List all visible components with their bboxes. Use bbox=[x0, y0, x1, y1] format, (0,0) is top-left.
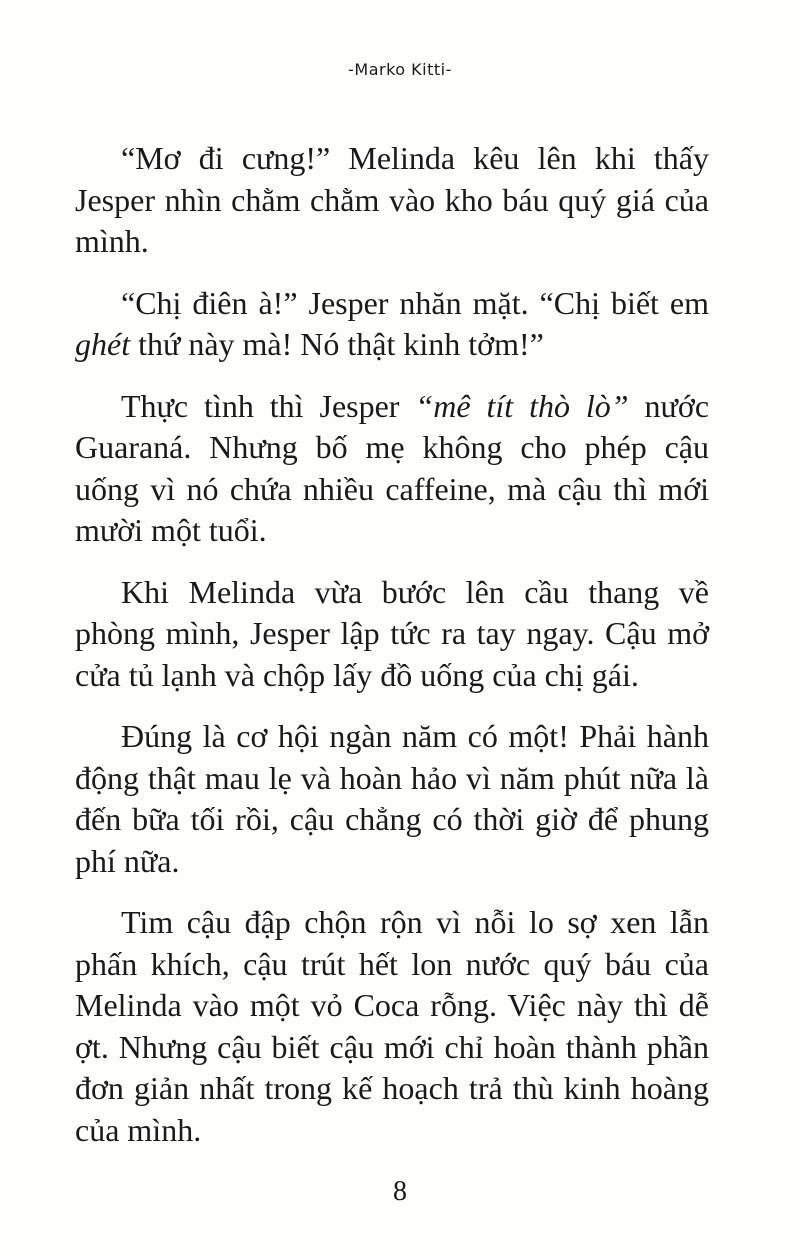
paragraph-6: Tim cậu đập chộn rộn vì nỗi lo sợ xen lẫn phấn khích, cậu trút hết lon nước quý báu của Melinda vào một vỏ Coca rỗng. Việc này thì dễ ợt. Nhưng cậu biết cậu mới chỉ hoàn thành phần đơn giản nhất trong kế hoạch trả thù kinh hoàng của mình. bbox=[75, 904, 709, 1148]
paragraph-2-emphasis: ghét bbox=[75, 326, 131, 362]
running-head: -Marko Kitti- bbox=[348, 60, 452, 79]
paragraph-3-end: nước Guaraná. Nhưng bố mẹ không cho phép cậu uống vì nó chứa nhiều caffeine, mà cậu thì mới mười một tuổi. bbox=[75, 387, 710, 548]
paragraph-1: “Mơ đi cưng!” Melinda kêu lên khi thấy Jesper nhìn chằm chằm vào kho báu quý giá của mình. bbox=[75, 140, 709, 259]
paragraph-4: Khi Melinda vừa bước lên cầu thang về phòng mình, Jesper lập tức ra tay ngay. Cậu mở cửa tủ lạnh và chộp lấy đồ uống của chị gái. bbox=[75, 573, 709, 693]
paragraph-3-start: Thực tình thì Jesper bbox=[121, 387, 416, 424]
paragraph-2-end: thứ này mà! Nó thật kinh tởm!” bbox=[130, 326, 544, 362]
page-number: 8 bbox=[393, 1176, 407, 1207]
paragraph-5: Đúng là cơ hội ngàn năm có một! Phải hành động thật mau lẹ và hoàn hảo vì năm phút nữa là đến bữa tối rồi, cậu chẳng có thời giờ để phung phí nữa. bbox=[75, 718, 709, 879]
body-text bbox=[75, 138, 709, 1171]
paragraph-2 bbox=[75, 283, 709, 366]
paragraph-3-emphasis: “mê tít thò lò” bbox=[415, 387, 629, 424]
paragraph-2-start: “Chị điên à!” Jesper nhăn mặt. “Chị biết em bbox=[121, 284, 709, 321]
paragraph-3 bbox=[75, 386, 709, 552]
